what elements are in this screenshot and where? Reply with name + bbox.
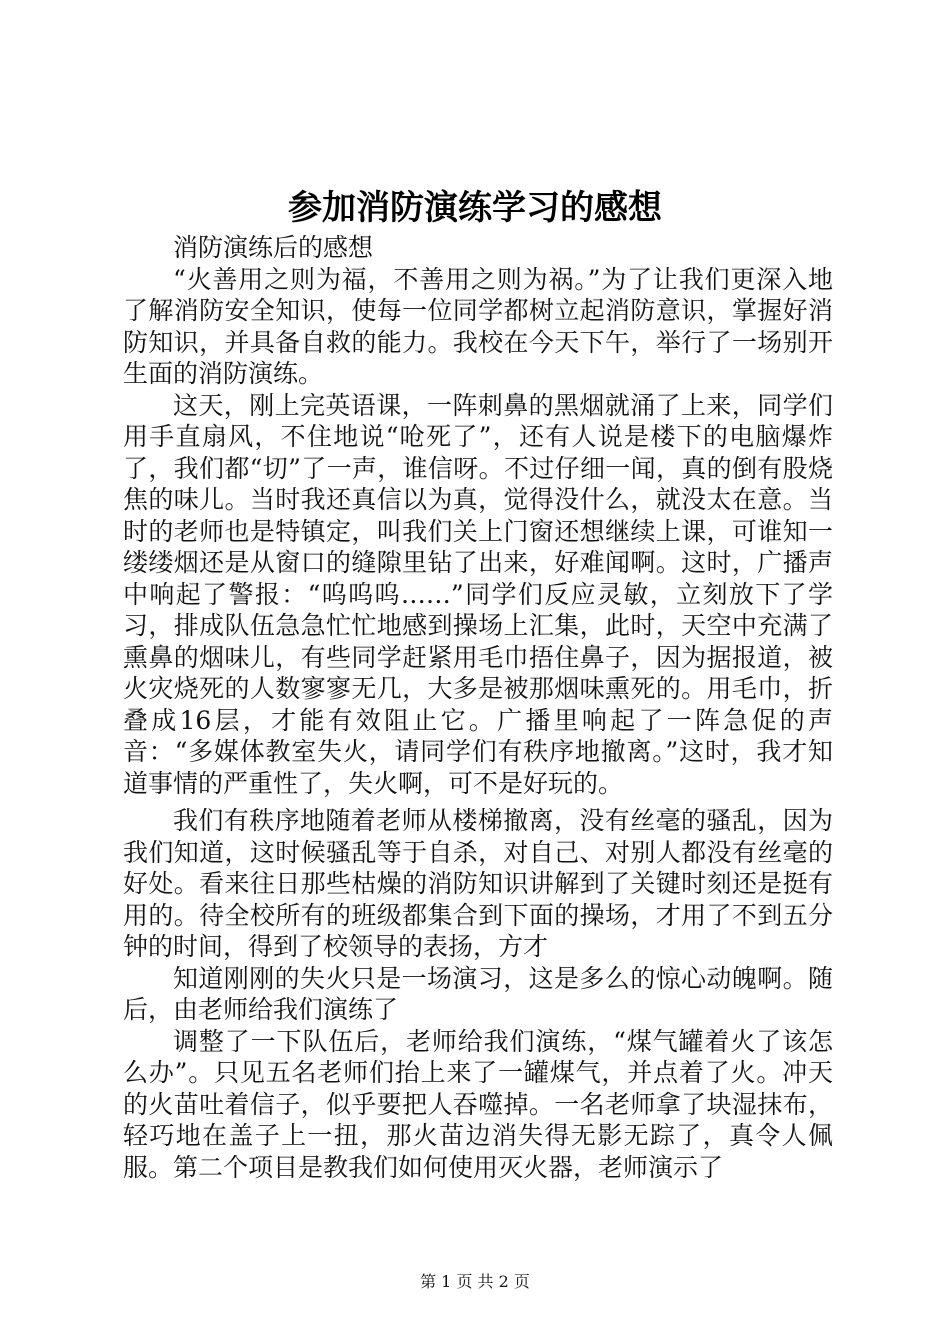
body-paragraph: 调整了一下队伍后，老师给我们演练，“煤气罐着火了该怎么办”。只见五名老师们抬上来了一罐煤气，并点着了火。冲天的火苗吐着信子，似乎要把人吞噬掉。一名老师拿了块湿抹布，轻巧地在盖子上一扭，那火苗边消失得无影无踪了，真令人佩服。第二个项目是教我们如何使用灭火器，老师演示了 [123, 1026, 833, 1182]
body-paragraph: “火善用之则为福，不善用之则为祸。”为了让我们更深入地了解消防安全知识，使每一位同学都树立起消防意识，掌握好消防知识，并具备自救的能力。我校在今天下午，举行了一场别开生面的消防演练。 [123, 264, 833, 388]
body-paragraph: 这天，刚上完英语课，一阵刺鼻的黑烟就涌了上来，同学们用手直扇风，不住地说“呛死了”，还有人说是楼下的电脑爆炸了，我们都“切”了一声，谁信呀。不过仔细一闻，真的倒有股烧焦的味儿。当时我还真信以为真，觉得没什么，就没太在意。当时的老师也是特镇定，叫我们关上门窗还想继续上课，可谁知一缕缕烟还是从窗口的缝隙里钻了出来，好难闻啊。这时，广播声中响起了警报：“呜呜呜……”同学们反应灵敏，立刻放下了学习，排成队伍急急忙忙地感到操场上汇集，此时，天空中充满了熏鼻的烟味儿，有些同学赶紧用毛巾捂住鼻子，因为据报道，被火灾烧死的人数寥寥无几，大多是被那烟味熏死的。用毛巾，折叠成16层，才能有效阻止它。广播里响起了一阵急促的声音：“多媒体教室失火，请同学们有秩序地撤离。”这时，我才知道事情的严重性了，失火啊，可不是好玩的。 [123, 390, 833, 798]
body-paragraph: 我们有秩序地随着老师从楼梯撤离，没有丝毫的骚乱，因为我们知道，这时候骚乱等于自杀，对自己、对别人都没有丝毫的好处。看来往日那些枯燥的消防知识讲解到了关键时刻还是挺有用的。待全校所有的班级都集合到下面的操场，才用了不到五分钟的时间，得到了校领导的表扬，方才 [123, 806, 833, 961]
document-body [123, 232, 833, 1183]
page-footer: 第 1 页 共 2 页 [420, 1272, 530, 1291]
document-title: 参加消防演练学习的感想 [288, 188, 662, 228]
subtitle-paragraph: 消防演练后的感想 [173, 233, 374, 262]
body-paragraph: 知道刚刚的失火只是一场演习，这是多么的惊心动魄啊。随后，由老师给我们演练了 [123, 963, 833, 1024]
